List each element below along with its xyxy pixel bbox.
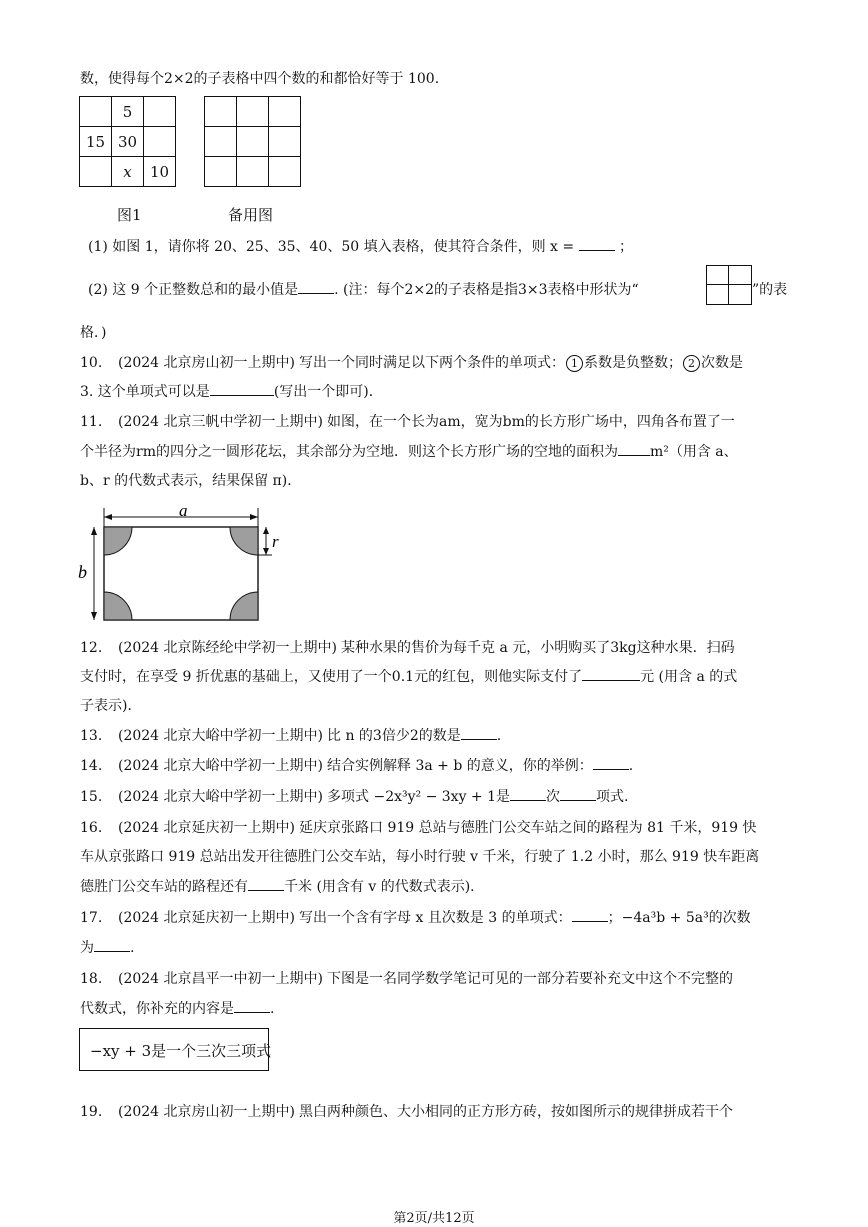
q12-line1 xyxy=(80,637,735,657)
label-b: b xyxy=(78,562,87,582)
q10-text: (写出一个即可)． xyxy=(273,384,383,400)
spare-grid-caption: 备用图 xyxy=(228,206,274,224)
label-a: a xyxy=(179,501,188,520)
question-source: (2024 北京房山初一上期中) xyxy=(118,1104,296,1120)
grid-cell xyxy=(237,127,269,157)
q9-part2 xyxy=(88,279,639,299)
question-source: (2024 北京延庆初一上期中) xyxy=(118,910,296,926)
grid-cell xyxy=(144,97,176,127)
q11-line2 xyxy=(80,441,738,461)
grid-cell xyxy=(205,157,237,187)
question-source: (2024 北京陈经纶中学初一上期中) xyxy=(118,640,338,656)
q18-line2 xyxy=(80,998,274,1018)
answer-blank[interactable] xyxy=(510,788,546,801)
question-source: (2024 北京延庆初一上期中) xyxy=(118,820,296,836)
answer-blank[interactable] xyxy=(234,1000,270,1013)
q17-text: ；−4a³b + 5a³的次数 xyxy=(607,910,751,926)
q18-text: 代数式，你补充的内容是 xyxy=(80,1001,234,1017)
answer-blank[interactable] xyxy=(618,443,650,456)
grid-cell xyxy=(269,97,301,127)
q18-text: 下图是一名同学数学笔记可见的一部分若要补充文中这个不完整的 xyxy=(327,971,734,987)
q10-line2 xyxy=(80,381,383,401)
q12-text: 元 (用含 a 的式 xyxy=(640,669,738,685)
q9-part2-note: . (注：每个2×2的子表格是指3×3表格中形状为“ xyxy=(334,282,639,298)
q19-text: 黑白两种颜色、大小相同的正方形方砖，按如图所示的规律拼成若干个 xyxy=(299,1104,734,1120)
q12-text: 某种水果的售价为每千克 a 元，小明购买了3kg这种水果．扫码 xyxy=(341,640,735,656)
q16-text: 德胜门公交车站的路程还有 xyxy=(80,879,248,895)
q10-line1 xyxy=(80,352,743,372)
q19-line1 xyxy=(80,1101,733,1121)
q13-text: 比 n 的3倍少2的数是 xyxy=(327,728,461,744)
answer-blank[interactable] xyxy=(94,939,130,952)
grid-cell xyxy=(144,127,176,157)
grid-cell: 10 xyxy=(144,157,176,187)
answer-blank[interactable] xyxy=(560,788,596,801)
grid-cell xyxy=(80,97,112,127)
quarter-circle-bed xyxy=(230,527,258,555)
question-number: 18. xyxy=(80,971,103,987)
q14 xyxy=(80,755,633,775)
q16-line2: 车从京张路口 919 总站出发开往德胜门公交车站，每小时行驶 v 千米，行驶了 1.2 小时，那么 919 快车距离 xyxy=(80,849,760,865)
question-number: 10. xyxy=(80,355,103,371)
q17-text: 写出一个含有字母 x 且次数是 3 的单项式： xyxy=(299,910,572,926)
q10-text: 写出一个同时满足以下两个条件的单项式： xyxy=(299,355,566,371)
q11-text: 如图，在一个长为am，宽为bm的长方形广场中，四角各布置了一 xyxy=(327,414,735,430)
q16-line3 xyxy=(80,876,484,896)
page-footer: 第2页/共12页 xyxy=(393,1211,475,1226)
question-source: (2024 北京大峪中学初一上期中) xyxy=(118,728,324,744)
label-r: r xyxy=(272,532,279,551)
q18-text: . xyxy=(270,1001,275,1017)
grid-cell: 15 xyxy=(80,127,112,157)
question-source: (2024 北京房山初一上期中) xyxy=(118,355,296,371)
answer-blank[interactable] xyxy=(298,281,334,294)
question-number: 17. xyxy=(80,910,103,926)
question-number: 19. xyxy=(80,1104,103,1120)
q17-text: 为 xyxy=(80,940,94,956)
q14-text: 结合实例解释 3a + b 的意义，你的举例： xyxy=(327,758,593,774)
grid-cell: 5 xyxy=(112,97,144,127)
question-number: 15. xyxy=(80,789,103,805)
note-box-text: −xy + 3是一个三次三项式 xyxy=(90,1042,272,1060)
intro-text: 数，使得每个2×2的子表格中四个数的和都恰好等于 100. xyxy=(80,71,440,87)
quarter-circle-bed xyxy=(230,592,258,620)
q12-text: 支付时，在享受 9 折优惠的基础上，又使用了一个0.1元的红包，则他实际支付了 xyxy=(80,669,583,685)
circled-number: 1 xyxy=(566,355,583,372)
grid-cell xyxy=(237,157,269,187)
q11-text: m²（用含 a、 xyxy=(649,444,738,460)
q16-text: 延庆京张路口 919 总站与德胜门公交车站之间的路程为 81 千米，919 快 xyxy=(299,820,757,836)
q15-text: 项式. xyxy=(596,789,629,805)
q17-line2 xyxy=(80,937,134,957)
q10-cond1: 系数是负整数； xyxy=(584,355,683,371)
question-number: 13. xyxy=(80,728,103,744)
question-number: 16. xyxy=(80,820,103,836)
question-source: (2024 北京大峪中学初一上期中) xyxy=(118,758,324,774)
answer-blank[interactable] xyxy=(461,727,497,740)
q17-text: . xyxy=(130,940,135,956)
answer-blank[interactable] xyxy=(582,668,640,681)
circled-number: 2 xyxy=(683,355,700,372)
q17-line1 xyxy=(80,907,751,927)
q13 xyxy=(80,725,501,745)
q11-line3: b、r 的代数式表示，结果保留 π)． xyxy=(80,473,302,489)
grid-cell: 30 xyxy=(112,127,144,157)
figure-1-grid xyxy=(79,96,176,187)
q11-line1 xyxy=(80,411,735,431)
grid-cell xyxy=(205,127,237,157)
q15 xyxy=(80,786,628,806)
question-source: (2024 北京大峪中学初一上期中) xyxy=(118,789,324,805)
grid-cell: x xyxy=(112,157,144,187)
q15-text: 次 xyxy=(546,789,561,805)
q9-part1-end: ； xyxy=(619,239,634,255)
spare-grid xyxy=(204,96,301,187)
q12-line3: 子表示)． xyxy=(80,698,142,714)
q10-cond2: 次数是 xyxy=(701,355,744,371)
grid-cell xyxy=(80,157,112,187)
grid-cell xyxy=(269,127,301,157)
q9-part1 xyxy=(88,236,633,256)
question-number: 14. xyxy=(80,758,103,774)
q10-text: 3. 这个单项式可以是 xyxy=(80,384,210,400)
q18-line1 xyxy=(80,968,733,988)
grid-cell xyxy=(237,97,269,127)
answer-blank[interactable] xyxy=(579,238,615,251)
note-box xyxy=(79,1028,272,1071)
answer-blank[interactable] xyxy=(593,757,629,770)
q11-text: 个半径为rm的四分之一圆形花坛，其余部分为空地．则这个长方形广场的空地的面积为 xyxy=(80,444,618,460)
q16-text: 千米 (用含有 v 的代数式表示)． xyxy=(284,879,485,895)
q15-text: 多项式 −2x³y² − 3xy + 1是 xyxy=(327,789,511,805)
question-number: 11. xyxy=(80,414,103,430)
quarter-circle-bed xyxy=(104,592,132,620)
answer-blank[interactable] xyxy=(572,909,608,922)
rectangle-square-figure xyxy=(76,500,296,626)
quarter-circle-bed xyxy=(104,527,132,555)
q9-part2-end: 格．) xyxy=(80,325,107,341)
q9-part1-text: (1) 如图 1，请你将 20、25、35、40、50 填入表格，使其符合条件，则 x = xyxy=(88,239,575,255)
q9-part2-tail: ”的表 xyxy=(752,282,788,298)
question-source: (2024 北京昌平一中初一上期中) xyxy=(118,971,324,987)
q12-line2 xyxy=(80,666,737,686)
figure-1-caption: 图1 xyxy=(117,206,142,224)
question-source: (2024 北京三帆中学初一上期中) xyxy=(118,414,324,430)
answer-blank[interactable] xyxy=(248,878,284,891)
two-by-two-shape xyxy=(706,265,752,305)
q13-text: . xyxy=(496,728,502,744)
grid-cell xyxy=(205,97,237,127)
q16-line1 xyxy=(80,817,757,837)
question-number: 12. xyxy=(80,640,103,656)
q14-text: . xyxy=(628,758,634,774)
q9-part2-text: (2) 这 9 个正整数总和的最小值是 xyxy=(88,282,299,298)
grid-cell xyxy=(269,157,301,187)
answer-blank[interactable] xyxy=(210,383,274,396)
